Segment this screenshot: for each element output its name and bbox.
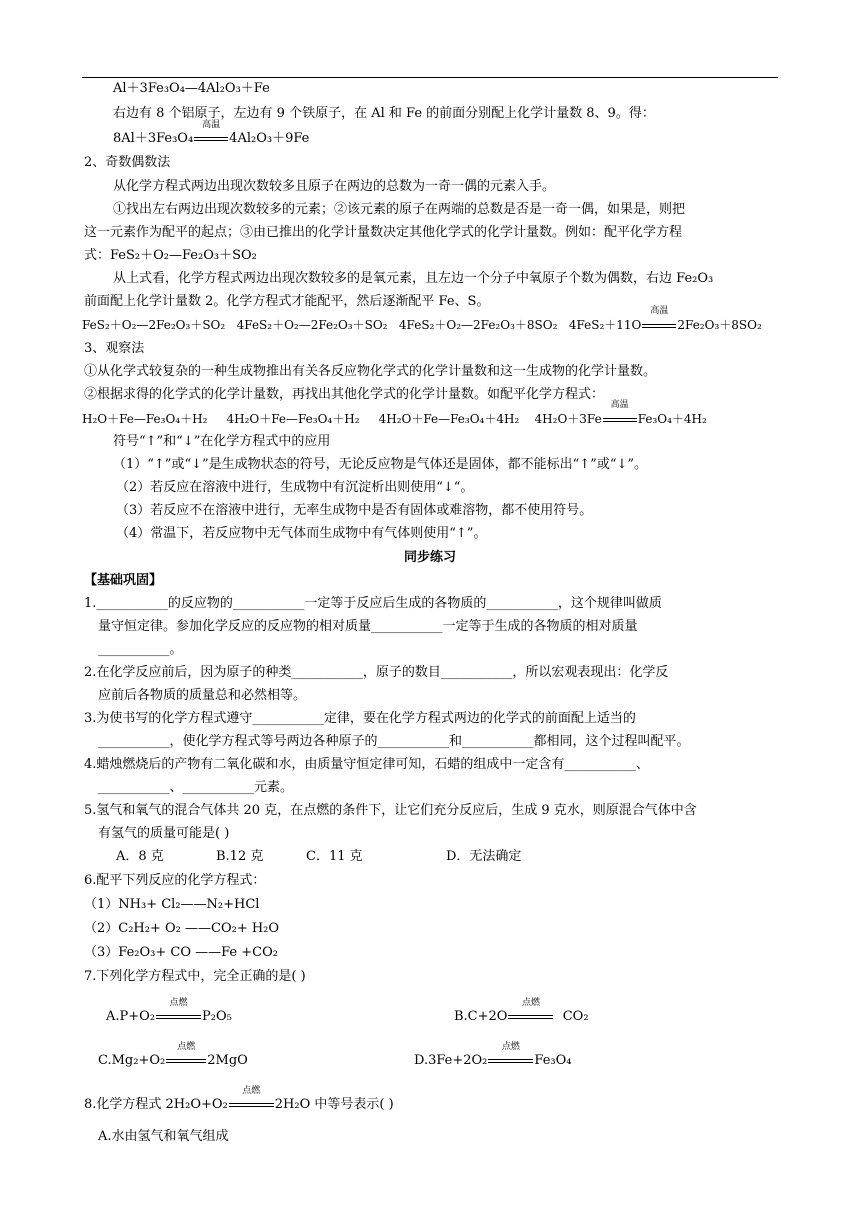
question-5: 5.氢气和氧气的混合气体共 20 克，在点燃的条件下，让它们充分反应后，生成 9 克水，则原混合气体中含 <box>84 803 697 818</box>
paragraph: ①从化学式较复杂的一种生成物推出有关各反应物化学式的化学计量数和这一生成物的化学计量数。 <box>84 364 657 379</box>
question-6-item: （2）C₂H₂+ O₂ ——CO₂+ H₂O <box>84 921 280 936</box>
option-a: A．8 克 <box>116 849 164 864</box>
header-rule <box>82 77 778 78</box>
paragraph: 这一元素作为配平的起点；③由已推出的化学计量数决定其他化学式的化学计量数。例如：配平化学方程 <box>84 225 683 240</box>
question-7-option-d: D.3Fe+2O₂ 点燃 Fe₃O₄ <box>414 1042 572 1068</box>
paragraph: 符号“↑”和“↓”在化学方程式中的应用 <box>113 434 331 449</box>
rule-item: （3）若反应不在溶液中进行，无率生成物中是否有固体或难溶物，都不使用符号。 <box>116 503 593 518</box>
paragraph: ①找出左右两边出现次数较多的元素；②该元素的原子在两端的总数是否是一奇一偶，如果是，则把 <box>113 202 686 217</box>
option-b: B.12 克 <box>216 849 264 864</box>
paragraph: 从上式看，化学方程式两边出现次数较多的是氧元素，且左边一个分子中氧原子个数为偶数，右边 Fe₂O₃ <box>113 271 714 286</box>
rule-item: （1）“↑”或“↓”是生成物状态的符号，无论反应物是气体还是固体，都不能标出“↑”或“↓”。 <box>113 457 648 472</box>
paragraph: 式：FeS₂＋O₂—Fe₂O₃＋SO₂ <box>84 248 257 263</box>
question-8-option-a: A.水由氢气和氧气组成 <box>98 1129 229 1144</box>
paragraph: 从化学方程式两边出现次数较多且原子在两边的总数为一奇一偶的元素入手。 <box>113 179 556 194</box>
question-7: 7.下列化学方程式中，完全正确的是( ) <box>84 969 306 984</box>
rule-item: （2）若反应在溶液中进行，生成物中有沉淀析出则使用“↓“。 <box>116 480 474 495</box>
example-explanation: 右边有 8 个铝原子，左边有 9 个铁原子，在 Al 和 Fe 的前面分别配上化学计量数 8、9。得： <box>113 106 655 121</box>
question-6-item: （3）Fe₂O₃+ CO ——Fe +CO₂ <box>84 945 278 960</box>
balancing-steps: H₂O＋Fe—Fe₃O₄＋H₂ 4H₂O＋Fe—Fe₃O₄＋H₂ 4H₂O＋Fe—Fe₃O₄＋4H₂ 4H₂O＋3Fe 高温 Fe₃O₄＋4H₂ <box>82 400 707 426</box>
question-3-cont: ___________，使化学方程式等号两边各种原子的___________和___________都相同，这个过程叫配平。 <box>98 734 690 749</box>
question-7-option-a: A.P+O₂ 点燃 P₂O₅ <box>106 998 232 1024</box>
question-4: 4.蜡烛燃烧后的产物有二氧化碳和水，由质量守恒定律可知，石蜡的组成中一定含有___________、 <box>84 757 649 772</box>
question-2: 2.在化学反应前后，因为原子的种类___________，原子的数目___________，所以宏观表现出：化学反 <box>84 665 669 680</box>
question-5-cont: 有氢气的质量可能是( ) <box>98 826 230 841</box>
question-7-option-c: C.Mg₂+O₂ 点燃 2MgO <box>98 1042 248 1068</box>
question-3: 3.为使书写的化学方程式遵守___________定律，要在化学方程式两边的化学式的前面配上适当的 <box>84 711 636 726</box>
question-4-cont: ___________、___________元素。 <box>98 780 294 795</box>
question-1-cont: ___________。 <box>98 642 183 657</box>
question-6: 6.配平下列反应的化学方程式： <box>84 873 266 888</box>
question-2-cont: 应前后各物质的质量总和必然相等。 <box>98 688 307 703</box>
paragraph: 前面配上化学计量数 2。化学方程式才能配平，然后逐渐配平 Fe、S。 <box>84 294 490 309</box>
option-c: C．11 克 <box>306 849 363 864</box>
section-heading-observe: 3、观察法 <box>84 341 145 356</box>
balanced-equation: 8Al＋3Fe₃O₄ 高温 4Al₂O₃＋9Fe <box>113 120 310 146</box>
rule-item: （4）常温下，若反应物中无气体而生成物中有气体则使用“↑”。 <box>116 526 487 541</box>
question-7-option-b: B.C+2O 点燃 CO₂ <box>454 998 589 1024</box>
section-heading-odd-even: 2、奇数偶数法 <box>84 155 171 170</box>
example-equation: Al＋3Fe₃O₄—4Al₂O₃＋Fe <box>113 81 270 96</box>
question-1-cont: 量守恒定律。参加化学反应的反应物的相对质量___________一定等于生成的各物质的相对质量 <box>98 619 638 634</box>
practice-title: 同步练习 <box>403 550 456 565</box>
option-d: D．无法确定 <box>446 849 522 864</box>
balancing-steps: FeS₂＋O₂—2Fe₂O₃＋SO₂ 4FeS₂＋O₂—2Fe₂O₃＋SO₂ 4FeS₂＋O₂—2Fe₂O₃＋8SO₂ 4FeS₂＋11O 高温 2Fe₂O₃＋8SO₂ <box>82 306 762 332</box>
practice-section: 【基础巩固】 <box>84 573 163 588</box>
question-8: 8.化学方程式 2H₂O+O₂ 点燃 2H₂O 中等号表示( ) <box>84 1086 394 1112</box>
question-6-item: （1）NH₃+ Cl₂——N₂+HCl <box>84 897 260 912</box>
question-1: 1.___________的反应物的___________一定等于反应后生成的各物质的___________，这个规律叫做质 <box>84 596 662 611</box>
paragraph: ②根据求得的化学式的化学计量数，再找出其他化学式的化学计量数。如配平化学方程式： <box>84 387 605 402</box>
